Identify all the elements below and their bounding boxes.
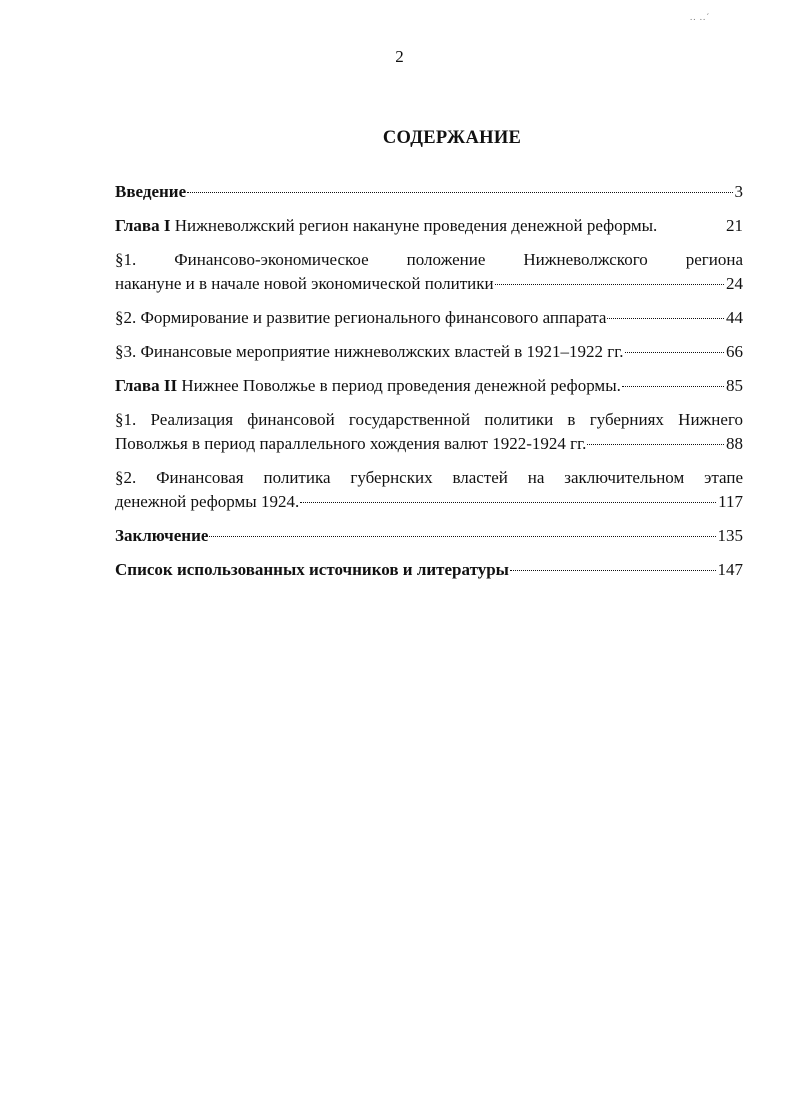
toc-page-ref: 117	[718, 492, 743, 511]
dot-leader	[300, 502, 716, 503]
toc-entry-section-2-1[interactable]	[115, 408, 743, 456]
toc-page-ref: 21	[726, 216, 743, 235]
toc-page-ref: 24	[726, 274, 743, 293]
chapter-label: Глава II	[115, 376, 178, 395]
toc-entry-line: §1. Финансово-экономическое положение Нижневолжского региона	[115, 250, 743, 269]
toc-entry-line: §2. Финансовая политика губернских властей на заключительном этапе	[115, 468, 743, 487]
toc-entry-line: Поволжья в период параллельного хождения валют 1922-1924 гг.	[115, 434, 587, 453]
dot-leader	[209, 536, 715, 537]
toc-page-ref: 88	[726, 434, 743, 453]
page-number: 2	[395, 47, 404, 66]
toc-entry-label: Заключение	[115, 526, 209, 545]
dot-leader	[495, 284, 724, 285]
dot-leader	[510, 570, 716, 571]
toc-entry-section-1-3[interactable]	[115, 340, 743, 364]
scan-mark: .. ..ˊ	[690, 12, 711, 22]
toc-page-ref: 85	[726, 376, 743, 395]
toc-entry-section-2-2[interactable]	[115, 466, 743, 514]
toc-entry-section-1-2[interactable]	[115, 306, 743, 330]
toc-entry-text: §3. Финансовые мероприятие нижневолжских властей в 1921–1922 гг.	[115, 342, 624, 361]
toc-page-ref: 66	[726, 342, 743, 361]
chapter-label: Глава I	[115, 216, 171, 235]
chapter-title: Нижневолжский регион накануне проведения денежной реформы.	[170, 216, 658, 235]
dot-leader	[587, 444, 724, 445]
toc-page-ref: 135	[717, 526, 743, 545]
chapter-title: Нижнее Поволжье в период проведения денежной реформы.	[177, 376, 621, 395]
toc-entry-intro[interactable]	[115, 180, 743, 204]
toc-entry-label: Введение	[115, 182, 187, 201]
toc-title: СОДЕРЖАНИЕ	[382, 128, 522, 148]
toc-entry-chapter-2[interactable]	[115, 374, 743, 398]
toc-entry-sources[interactable]	[115, 558, 743, 582]
dot-leader	[187, 192, 732, 193]
dot-leader	[622, 386, 724, 387]
toc-entry-label: Список использованных источников и литературы	[115, 560, 509, 579]
toc-entry-conclusion[interactable]	[115, 524, 743, 548]
toc-entry-chapter-1[interactable]	[115, 214, 743, 238]
dot-leader	[625, 352, 724, 353]
dot-leader	[607, 318, 724, 319]
toc-entry-line: накануне и в начале новой экономической политики	[115, 274, 494, 293]
toc-page-ref: 147	[717, 560, 743, 579]
toc-page-ref: 3	[734, 182, 743, 201]
toc-entry-line: денежной реформы 1924.	[115, 492, 300, 511]
table-of-contents	[115, 180, 743, 592]
toc-entry-text: §2. Формирование и развитие регионального финансового аппарата	[115, 308, 607, 327]
toc-entry-line: §1. Реализация финансовой государственной политики в губерниях Нижнего	[115, 410, 743, 429]
toc-page-ref: 44	[726, 308, 743, 327]
toc-entry-section-1-1[interactable]	[115, 248, 743, 296]
